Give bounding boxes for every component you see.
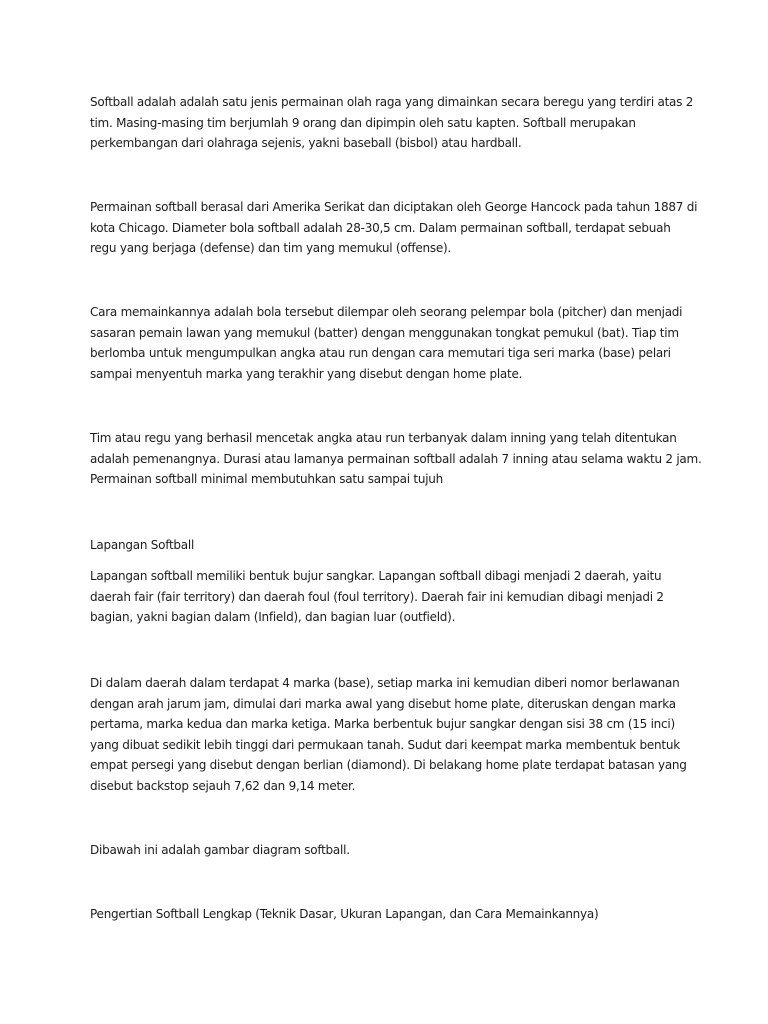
text-line: sasaran pemain lawan yang memukul (batter) dengan menggunakan tongkat pemukul (bat). Tiap tim [90,325,679,340]
text-line: disebut backstop sejauh 7,62 dan 9,14 meter. [90,778,356,793]
text-line: Permainan softball minimal membutuhkan satu sampai tujuh [90,472,444,486]
paragraph-history [90,197,730,259]
text-line: tim. Masing-masing tim berjumlah 9 orang dan dipimpin oleh satu kapten. Softball merupakan [90,115,636,130]
section-heading-lapangan [90,535,730,556]
text-line: sampai menyentuh marka yang terakhir yang disebut dengan home plate. [90,366,523,381]
text-line: Cara memainkannya adalah bola tersebut dilempar oleh seorang pelempar bola (pitcher) dan menjadi [90,305,683,319]
text-line: Pengertian Softball Lengkap (Teknik Dasar, Ukuran Lapangan, dan Cara Memainkannya) [90,907,599,921]
text-line: Di dalam daerah dalam terdapat 4 marka (base), setiap marka ini kemudian diberi nomor berlawanan [90,676,680,690]
text-line: adalah pemenangnya. Durasi atau lamanya permainan softball adalah 7 inning atau selama waktu 2 jam. [90,451,702,466]
text-line: daerah fair (fair territory) dan daerah foul (foul territory). Daerah fair ini kemudian dibagi menjadi 2 [90,589,664,604]
text-line: Softball adalah adalah satu jenis permainan olah raga yang dimainkan secara beregu yang terdiri atas 2 [90,95,694,109]
text-line: yang dibuat sedikit lebih tinggi dari permukaan tanah. Sudut dari keempat marka membentuk bentuk [90,737,680,752]
text-line: dengan arah jarum jam, dimulai dari marka awal yang disebut home plate, diteruskan dengan marka [90,696,676,711]
paragraph-how-to-play [90,302,730,384]
text-line: Tim atau regu yang berhasil mencetak angka atau run terbanyak dalam inning yang telah ditentukan [90,431,677,445]
paragraph-source-title [90,904,730,925]
text-line: pertama, marka kedua dan marka ketiga. Marka berbentuk bujur sangkar dengan sisi 38 cm (15 inci) [90,717,675,731]
text-line: kota Chicago. Diameter bola softball adalah 28-30,5 cm. Dalam permainan softball, terdapat sebuah [90,220,671,235]
text-line: Lapangan softball memiliki bentuk bujur sangkar. Lapangan softball dibagi menjadi 2 daerah, yaitu [90,569,662,583]
text-line: regu yang berjaga (defense) dan tim yang memukul (offense). [90,241,451,255]
paragraph-field [90,566,730,628]
text-line: Permainan softball berasal dari Amerika Serikat dan diciptakan oleh George Hancock pada tahun 1887 di [90,200,698,214]
text-line: empat persegi yang disebut dengan berlian (diamond). Di belakang home plate terdapat batasan yang [90,758,687,772]
text-line: perkembangan dari olahraga sejenis, yakni baseball (bisbol) atau hardball. [90,136,522,150]
text-line: Dibawah ini adalah gambar diagram softball. [90,843,350,857]
section-heading: Lapangan Softball [90,538,195,552]
paragraph-intro [90,92,730,154]
paragraph-bases [90,673,730,796]
paragraph-diagram-note [90,840,730,861]
paragraph-winner [90,428,730,490]
text-line: bagian, yakni bagian dalam (Infield), dan bagian luar (outfield). [90,610,456,624]
text-line: berlomba untuk mengumpulkan angka atau run dengan cara memutari tiga seri marka (base) pelari [90,346,671,360]
